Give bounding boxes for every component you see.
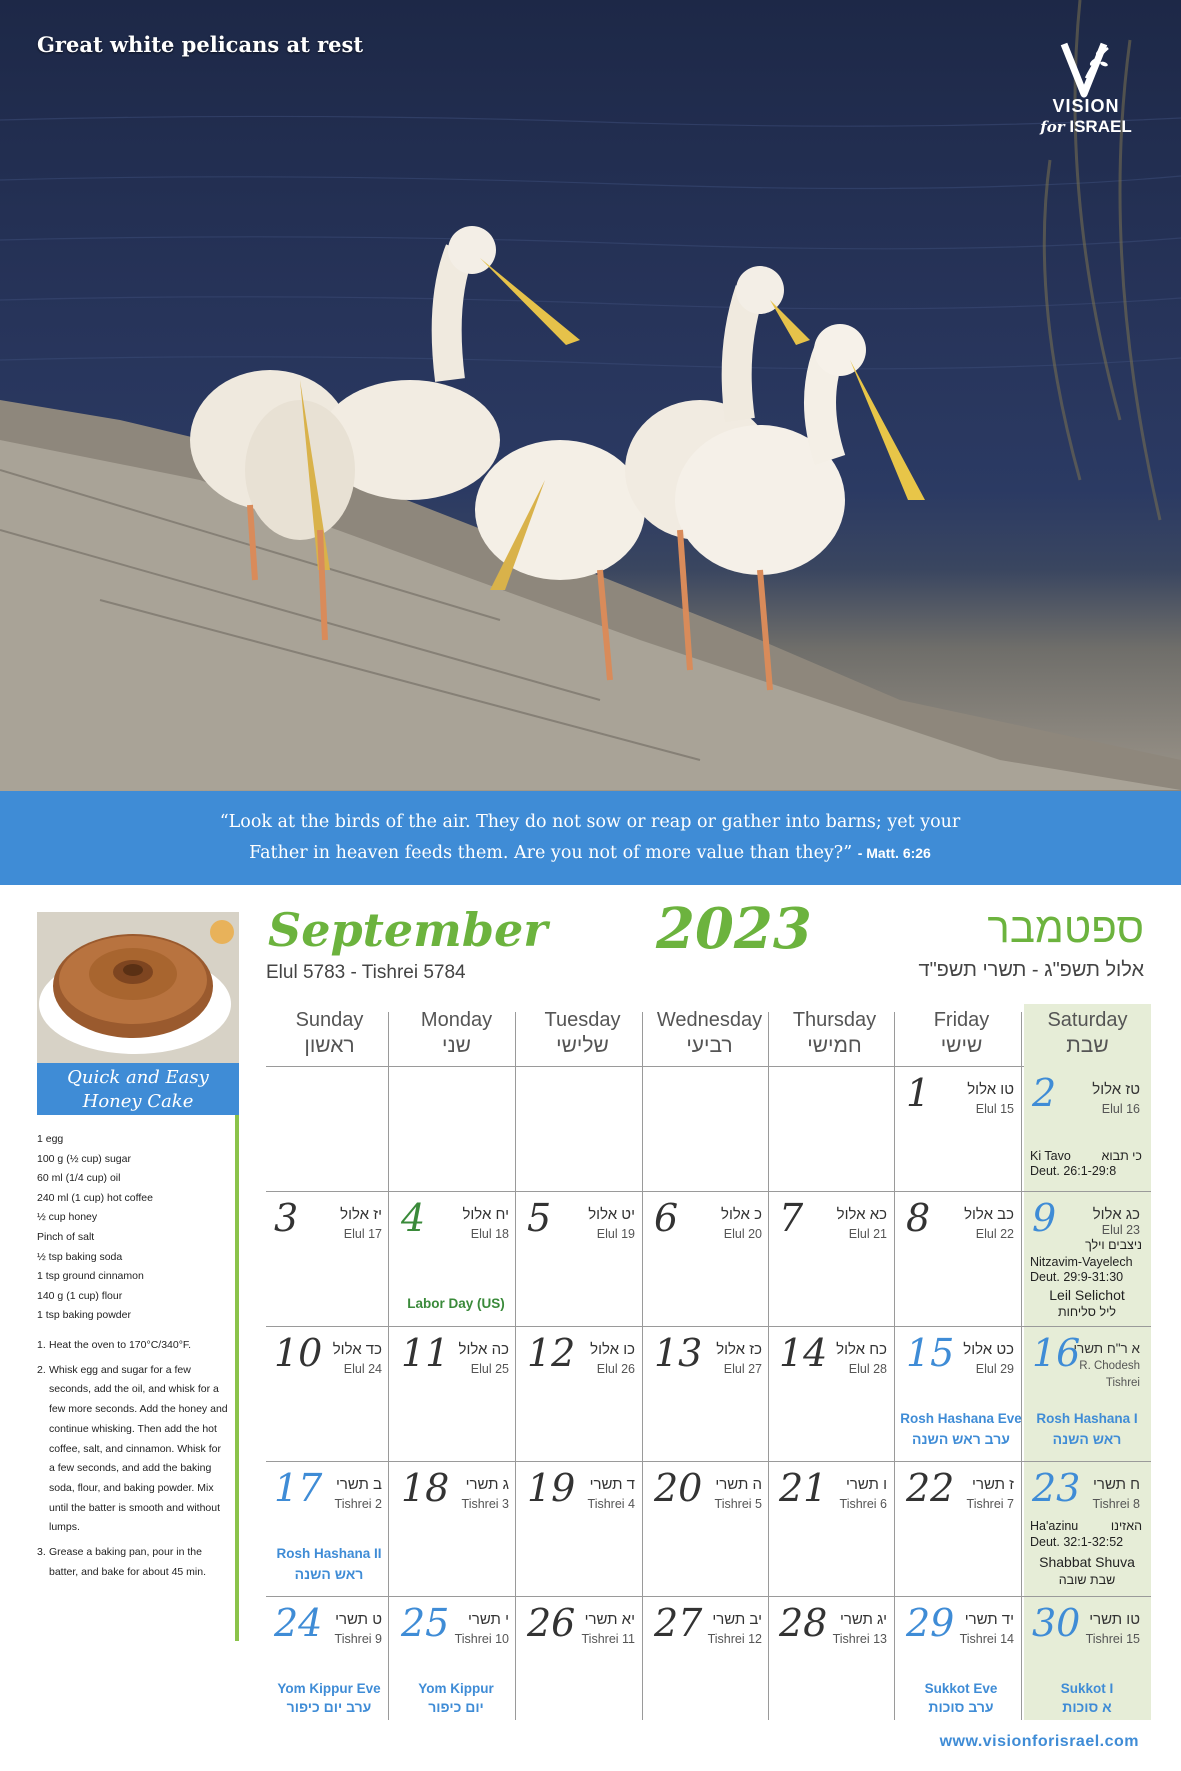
weekday-header: Monday שני [420, 1009, 493, 1057]
weekday-header: Tuesday שלישי [544, 1009, 621, 1057]
day-cell-28[interactable]: 28 יג תשרי Tishrei 13 [779, 1601, 887, 1646]
photo-caption: Great white pelicans at rest [37, 32, 364, 57]
website-link[interactable]: www.visionforisrael.com [939, 1733, 1139, 1750]
logo-text-vision: VISION [1052, 96, 1120, 116]
pelicans-illustration [0, 0, 1181, 791]
ingredient-list [37, 1130, 227, 1326]
day-cell-4[interactable]: 4 יח אלול Elul 18 Labor Day (US) [401, 1196, 509, 1311]
ingredient: Pinch of salt [37, 1230, 95, 1243]
hebrew-months-hebrew: אלול תשפ"ג - תשרי תשפ"ד [918, 959, 1144, 981]
day-cell-17[interactable]: 17 ב תשרי Tishrei 2 Rosh Hashana II ראש השנה [274, 1466, 382, 1582]
ingredient: 1 egg [37, 1133, 64, 1145]
day-cell-16[interactable]: 16 א ר"ח תשרי R. Chodesh Tishrei Rosh Hashana I ראש השנה [1032, 1331, 1140, 1447]
ingredient: 1 tsp ground cinnamon [37, 1270, 144, 1283]
day-cell-8[interactable]: 8 כב אלול Elul 22 [906, 1196, 1014, 1241]
recipe-divider [235, 1115, 239, 1641]
weekday-header: Thursday חמישי [792, 1009, 877, 1057]
logo-text-for-israel: for ISRAEL [1040, 117, 1132, 136]
day-cell-2[interactable]: 2 טז אלול Elul 16 Ki Tavo כי תבוא Deut. 26:1-29:8 [1030, 1071, 1142, 1178]
ingredient: 240 ml (1 cup) hot coffee [37, 1191, 153, 1204]
day-cell-30[interactable]: 30 טו תשרי Tishrei 15 Sukkot I א סוכות [1032, 1601, 1140, 1715]
recipe-steps [37, 1336, 229, 1587]
day-cell-15[interactable]: 15 כט אלול Elul 29 Rosh Hashana Eve ערב ראש השנה [900, 1331, 1022, 1447]
ingredient: ½ cup honey [37, 1211, 98, 1224]
month-title-english: September [268, 903, 548, 957]
day-cell-26[interactable]: 26 יא תשרי Tishrei 11 [527, 1601, 635, 1646]
day-cell-7[interactable]: 7 כא אלול Elul 21 [779, 1196, 887, 1241]
day-cell-22[interactable]: 22 ז תשרי Tishrei 7 [906, 1466, 1014, 1511]
weekday-header: Friday שישי [933, 1009, 990, 1057]
scripture-quote [120, 807, 1060, 869]
day-cell-3[interactable]: 3 יז אלול Elul 17 [274, 1196, 382, 1241]
day-cell-27[interactable]: 27 יב תשרי Tishrei 12 [654, 1601, 762, 1646]
day-cell-9[interactable]: 9 כג אלול Elul 23 ניצבים וילך Nitzavim-Vayelech Deut. 29:9-31:30 Leil Selichot ליל סליחות [1030, 1196, 1142, 1319]
month-title-hebrew: ספטמבר [987, 904, 1144, 951]
day-cell-11[interactable]: 11 כה אלול Elul 25 [401, 1331, 509, 1376]
v-leaf-icon [1056, 38, 1116, 98]
year-title: 2023 [656, 896, 812, 962]
quote-line-1: “Look at the birds of the air. They do not sow or reap or gather into barns; yet your [219, 812, 961, 832]
ingredient: 1 tsp baking powder [37, 1309, 131, 1322]
recipe-step: 1. Heat the oven to 170°C/340°F. [37, 1339, 192, 1351]
quote-line-2: Father in heaven feeds them. Are you not of more value than they?” - Matt. 6:26 [249, 843, 931, 863]
vision-for-israel-logo [1026, 38, 1146, 138]
weekday-header: Saturday שבת [1047, 1009, 1128, 1057]
ingredient: 60 ml (1/4 cup) oil [37, 1172, 121, 1185]
day-cell-20[interactable]: 20 ה תשרי Tishrei 5 [654, 1466, 762, 1511]
day-cell-10[interactable]: 10 כד אלול Elul 24 [274, 1331, 382, 1376]
recipe-step: 3. Grease a baking pan, pour in the batter, and bake for about 45 min. [37, 1546, 207, 1578]
day-cell-14[interactable]: 14 כח אלול Elul 28 [779, 1331, 887, 1376]
quote-reference: - Matt. 6:26 [857, 845, 931, 861]
recipe-panel [37, 912, 239, 1732]
recipe-title: Quick and Easy Honey Cake [37, 1063, 239, 1115]
day-cell-25[interactable]: 25 י תשרי Tishrei 10 Yom Kippur יום כיפור [401, 1601, 509, 1715]
day-cell-29[interactable]: 29 יד תשרי Tishrei 14 Sukkot Eve ערב סוכות [906, 1601, 1014, 1715]
day-cell-5[interactable]: 5 יט אלול Elul 19 [527, 1196, 635, 1241]
day-cell-6[interactable]: 6 כ אלול Elul 20 [654, 1196, 762, 1241]
ingredient: 100 g (½ cup) sugar [37, 1152, 131, 1165]
day-cell-19[interactable]: 19 ד תשרי Tishrei 4 [527, 1466, 635, 1511]
scripture-band [0, 791, 1181, 885]
day-cell-23[interactable]: 23 ח תשרי Tishrei 8 Ha'azinu האזינו Deut. 32:1-32:52 Shabbat Shuva שבת שובה [1030, 1466, 1142, 1587]
day-cell-24[interactable]: 24 ט תשרי Tishrei 9 Yom Kippur Eve ערב יום כיפור [274, 1601, 382, 1715]
recipe-step: 2. Whisk egg and sugar for a few seconds, add the oil, and whisk for a few more seconds. Add the honey and continue whisking. Then add the hot coffee, salt, and cinnamon. Whisk for a few seconds, and add the baking soda, flour, and baking powder. Mix until the batter is smooth and without lumps. [37, 1363, 228, 1534]
weekday-header: Sunday ראשון [295, 1009, 364, 1057]
ingredient: 140 g (1 cup) flour [37, 1289, 123, 1302]
hebrew-months-english: Elul 5783 - Tishrei 5784 [266, 962, 466, 983]
hero-photo [0, 0, 1181, 791]
day-cell-21[interactable]: 21 ו תשרי Tishrei 6 [779, 1466, 887, 1511]
weekday-header: Wednesday רביעי [656, 1009, 763, 1057]
ingredient: ½ tsp baking soda [37, 1250, 123, 1263]
calendar-grid [266, 1004, 1151, 1720]
day-cell-12[interactable]: 12 כו אלול Elul 26 [527, 1331, 635, 1376]
honey-cake-photo [37, 912, 239, 1063]
day-cell-1[interactable]: 1 טו אלול Elul 15 [906, 1071, 1014, 1116]
day-cell-18[interactable]: 18 ג תשרי Tishrei 3 [401, 1466, 509, 1511]
day-cell-13[interactable]: 13 כז אלול Elul 27 [654, 1331, 762, 1376]
